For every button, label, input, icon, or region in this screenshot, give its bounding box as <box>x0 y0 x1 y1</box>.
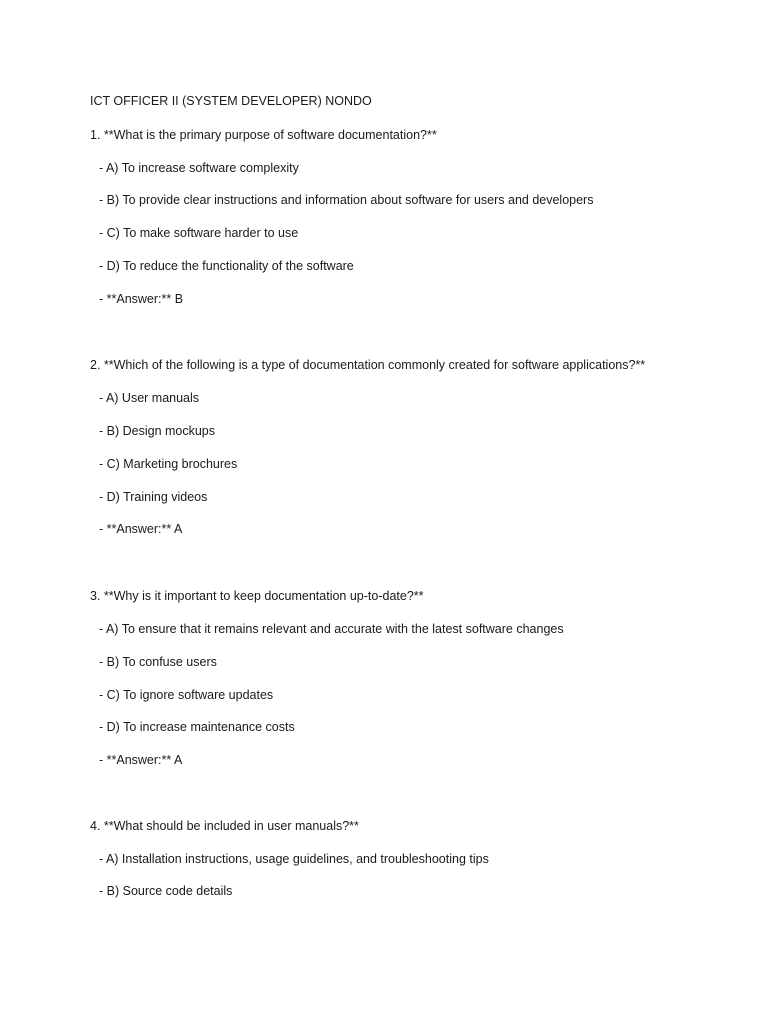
option-a: - A) User manuals <box>99 391 200 405</box>
question-text: 4. **What should be included in user manuals?** <box>90 819 359 833</box>
question-text: 3. **Why is it important to keep documentation up-to-date?** <box>90 589 424 603</box>
option-c: - C) Marketing brochures <box>99 457 238 471</box>
answer-line: - **Answer:** B <box>99 292 184 306</box>
answer-line: - **Answer:** A <box>99 753 183 767</box>
option-b: - B) Source code details <box>99 884 233 898</box>
option-c: - C) To make software harder to use <box>99 226 299 240</box>
option-b: - B) To confuse users <box>99 655 217 669</box>
option-b: - B) To provide clear instructions and information about software for users and developers <box>99 193 594 207</box>
option-a: - A) To increase software complexity <box>99 161 299 175</box>
option-a: - A) Installation instructions, usage guidelines, and troubleshooting tips <box>99 852 489 866</box>
question-text: 2. **Which of the following is a type of documentation commonly created for software applications?** <box>90 358 646 372</box>
option-d: - D) To reduce the functionality of the software <box>99 259 354 273</box>
option-a: - A) To ensure that it remains relevant and accurate with the latest software changes <box>99 622 564 636</box>
question-text: 1. **What is the primary purpose of software documentation?** <box>90 128 437 142</box>
option-d: - D) To increase maintenance costs <box>99 720 295 734</box>
document-title: ICT OFFICER II (SYSTEM DEVELOPER) NONDO <box>90 94 372 108</box>
option-d: - D) Training videos <box>99 490 208 504</box>
answer-line: - **Answer:** A <box>99 522 183 536</box>
option-b: - B) Design mockups <box>99 424 216 438</box>
option-c: - C) To ignore software updates <box>99 688 274 702</box>
